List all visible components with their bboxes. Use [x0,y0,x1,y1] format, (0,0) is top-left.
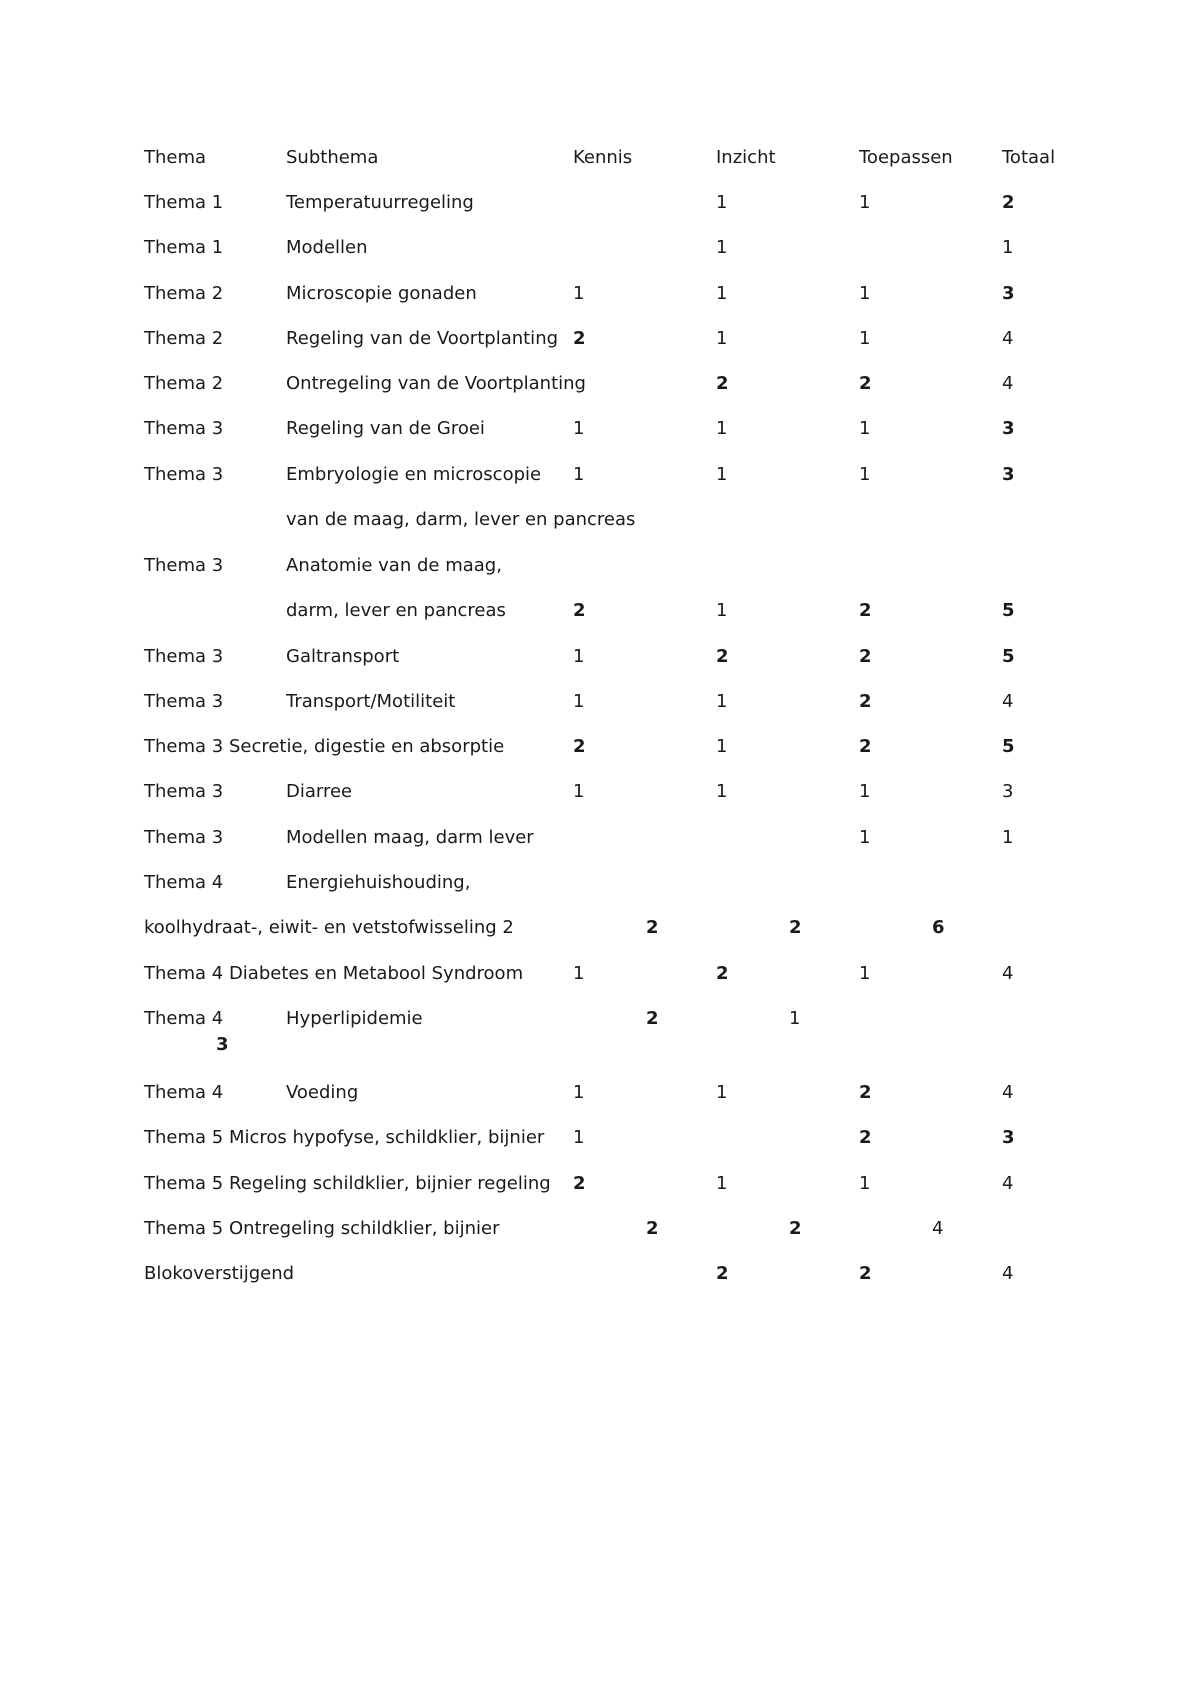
subthema-cell: Regeling van de Voortplanting [286,328,559,349]
subthema-cell: Galtransport [286,646,400,667]
value-cell: 2 [789,1218,802,1239]
thema-cell: Thema 3 [144,555,224,576]
value-cell: 3 [1002,1127,1015,1148]
thema-cell: Blokoverstijgend [144,1263,295,1284]
value-cell: 4 [1002,1173,1014,1194]
thema-cell: Thema 3 [144,781,224,802]
value-cell: 1 [716,192,728,213]
text-line [0,732,1200,762]
text-line [0,823,1200,853]
subthema-cell: Energiehuishouding, [286,872,471,893]
value-cell: 2 [716,963,729,984]
text-line [0,596,1200,626]
thema-cell: Thema 4 [144,1082,224,1103]
value-cell: 4 [1002,691,1014,712]
value-cell: 3 [1002,464,1015,485]
thema-cell: Thema 2 [144,328,224,349]
value-cell: Hyperlipidemie [286,1008,423,1029]
thema-cell: Thema 4 [144,1008,224,1029]
text-line [0,460,1200,490]
text-line [0,777,1200,807]
value-cell: 2 [859,1263,872,1284]
value-cell: 1 [716,736,728,757]
value-cell: 2 [646,1218,659,1239]
value-cell: 3 [1002,781,1014,802]
value-cell: 1 [573,418,585,439]
thema-cell: Thema 3 [144,646,224,667]
value-cell: 2 [859,1127,872,1148]
thema-cell: Thema 2 [144,283,224,304]
value-cell: 1 [859,418,871,439]
thema-cell: 3 [216,1034,229,1055]
value-cell: 1 [573,691,585,712]
value-cell: 2 [646,917,659,938]
value-cell: 2 [859,646,872,667]
value-cell: 1 [716,781,728,802]
text-line [0,369,1200,399]
value-cell: Kennis [573,147,633,168]
value-cell: 1 [716,1173,728,1194]
text-line [0,687,1200,717]
value-cell: 4 [1002,963,1014,984]
value-cell: 1 [859,1173,871,1194]
subthema-cell: Anatomie van de maag, [286,555,502,576]
thema-cell: Thema 5 Ontregeling schildklier, bijnier [144,1218,500,1239]
value-cell: 1 [716,464,728,485]
value-cell: 1 [573,464,585,485]
value-cell: 5 [1002,600,1015,621]
text-line [0,414,1200,444]
value-cell: 1 [1002,827,1014,848]
value-cell: 1 [716,600,728,621]
text-line [0,1030,1200,1060]
value-cell: 2 [1002,192,1015,213]
text-line [0,324,1200,354]
thema-cell: Thema [144,147,207,168]
value-cell: 2 [859,691,872,712]
value-cell: 2 [573,328,586,349]
value-cell: 1 [859,464,871,485]
value-cell: 4 [1002,328,1014,349]
value-cell: 2 [859,373,872,394]
text-line [0,959,1200,989]
value-cell: 1 [789,1008,801,1029]
value-cell: 2 [859,1082,872,1103]
value-cell: 2 [716,373,729,394]
value-cell: 1 [859,827,871,848]
value-cell: 1 [573,1127,585,1148]
text-line [0,642,1200,672]
subthema-cell: Temperatuurregeling [286,192,474,213]
value-cell: 1 [573,963,585,984]
value-cell: 1 [859,781,871,802]
text-line [0,1169,1200,1199]
text-line [0,233,1200,263]
subthema-cell: Voeding [286,1082,359,1103]
value-cell: 1 [716,237,728,258]
thema-cell: Thema 1 [144,237,224,258]
value-cell: 1 [859,328,871,349]
text-line [0,551,1200,581]
value-cell: 4 [1002,1263,1014,1284]
thema-cell: Thema 4 Diabetes en Metabool Syndroom [144,963,524,984]
value-cell: 1 [573,283,585,304]
value-cell: 5 [1002,646,1015,667]
value-cell: 3 [1002,283,1015,304]
text-line [0,1123,1200,1153]
value-cell: 1 [716,328,728,349]
value-cell: Totaal [1002,147,1056,168]
value-cell: 3 [1002,418,1015,439]
subthema-cell: Modellen maag, darm lever [286,827,534,848]
thema-cell: Thema 3 [144,827,224,848]
value-cell: 4 [1002,373,1014,394]
text-line [0,279,1200,309]
text-line [0,143,1200,173]
subthema-cell: van de maag, darm, lever en pancreas [286,509,636,530]
value-cell: 1 [859,963,871,984]
text-line [0,1078,1200,1108]
value-cell: 2 [646,1008,659,1029]
thema-cell: Thema 3 [144,691,224,712]
value-cell: 1 [859,192,871,213]
value-cell: 2 [859,600,872,621]
thema-cell: Thema 1 [144,192,224,213]
subthema-cell: Embryologie en microscopie [286,464,542,485]
value-cell: Inzicht [716,147,776,168]
thema-cell: Thema 5 Regeling schildklier, bijnier regeling [144,1173,551,1194]
subthema-cell: Diarree [286,781,353,802]
text-line [0,505,1200,535]
value-cell: 1 [573,1082,585,1103]
value-cell: 6 [932,917,945,938]
subthema-cell: Transport/Motiliteit [286,691,456,712]
thema-cell: Thema 5 Micros hypofyse, schildklier, bijnier [144,1127,545,1148]
subthema-cell: Subthema [286,147,379,168]
thema-cell: Thema 4 [144,872,224,893]
value-cell: 5 [1002,736,1015,757]
value-cell: 1 [716,283,728,304]
value-cell: 4 [1002,1082,1014,1103]
thema-cell: Thema 3 Secretie, digestie en absorptie [144,736,505,757]
text-line [0,1214,1200,1244]
value-cell: 2 [573,736,586,757]
value-cell: 4 [932,1218,944,1239]
subthema-cell: Ontregeling van de Voortplanting [286,373,586,394]
subthema-cell: darm, lever en pancreas [286,600,506,621]
value-cell: 2 [716,1263,729,1284]
value-cell: 1 [573,646,585,667]
thema-cell: koolhydraat-, eiwit- en vetstofwisseling 2 [144,917,514,938]
value-cell: 1 [859,283,871,304]
text-line [0,868,1200,898]
value-cell: Toepassen [859,147,953,168]
value-cell: 2 [789,917,802,938]
thema-cell: Thema 3 [144,464,224,485]
thema-cell: Thema 3 [144,418,224,439]
text-line [0,913,1200,943]
text-line [0,1259,1200,1289]
value-cell: 2 [573,1173,586,1194]
value-cell: 2 [573,600,586,621]
value-cell: 1 [716,1082,728,1103]
thema-cell: Thema 2 [144,373,224,394]
value-cell: 2 [859,736,872,757]
subthema-cell: Modellen [286,237,368,258]
subthema-cell: Regeling van de Groei [286,418,485,439]
value-cell: 2 [716,646,729,667]
value-cell: 1 [573,781,585,802]
value-cell: 1 [716,691,728,712]
value-cell: 1 [716,418,728,439]
value-cell: 1 [1002,237,1014,258]
subthema-cell: Microscopie gonaden [286,283,477,304]
text-line [0,188,1200,218]
